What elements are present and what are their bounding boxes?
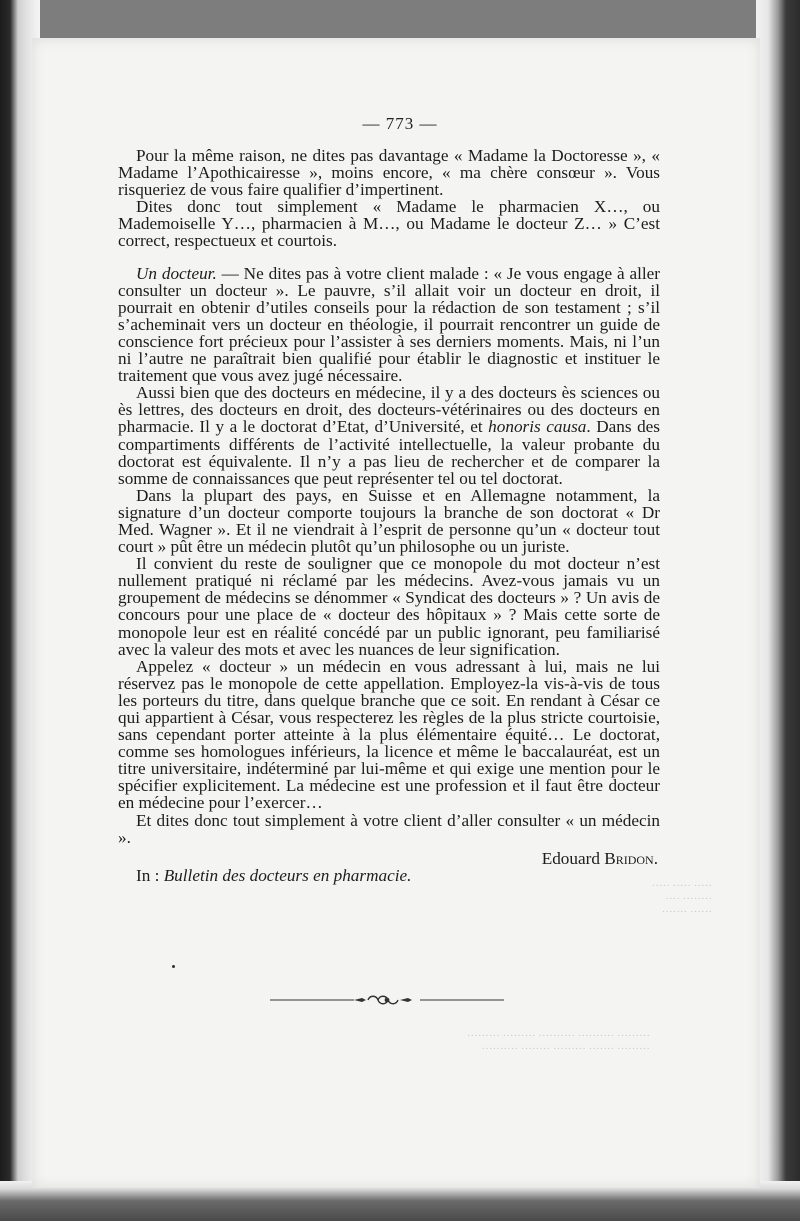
section-title: Un docteur.: [136, 263, 217, 283]
scan-edge-right: [756, 0, 800, 1221]
paragraph-appelez: Appelez « docteur » un médecin en vous adressant à lui, mais ne lui réservez pas le monopole de cette appellation. Employez-la vis-à-vis de tous les porteurs du titre, dans quelque branche que ce soit. En rendant à César ce qui appartient à César, vous respecterez les règles de la plus stricte courtoisie, sans cependant porter atteinte à la plus élémentaire équité… Le doctorat, comme ses homologues inférieurs, la licence et même le baccalauréat, est un titre universitaire, indéterminé par lui-même et qui exige une mention pour le spécifier explicitement. La médecine est une profession et il faut être docteur en médecine pour l’exercer…: [118, 656, 660, 813]
author-last-name: Bridon.: [604, 848, 658, 868]
paragraph-aussi-bien-tail: . Dans des compartiments différents de l’activité intellectuelle, la valeur probante du doctorat est équivalente. Il n’y a pas lieu de rechercher et de comparer la somme de connaissances que peut représenter tel ou tel doctorat.: [118, 417, 660, 488]
author-signature: [118, 850, 660, 867]
paragraph-doctoresse: Pour la même raison, ne dites pas davantage « Madame la Doctoresse », « Madame l’Apothicairesse », moins encore, « ma chère consœur ». Vous risqueriez de vous faire qualifier d’impertinent.: [118, 146, 660, 200]
source-prefix: In :: [136, 865, 164, 885]
paragraph-aussi-bien-head: Aussi bien que des docteurs en médecine, il y a des docteurs ès sciences ou ès lettres, des docteurs en droit, des docteurs-vétérinaires ou des docteurs en pharmacie. Il y a le doctorat d’Etat, d’Université, et: [118, 383, 660, 437]
paragraph-conclusion: Et dites donc tout simplement à votre client d’aller consulter « un médecin ».: [118, 810, 660, 847]
paragraph-suisse: Dans la plupart des pays, en Suisse et en Allemagne notamment, la signature d’un docteur comporte toujours la branche de son doctorat « Dr Med. Wagner ». Et il ne viendrait à l’esprit de personne qu’un « docteur tout court » pût être un médecin plutôt qu’un philosophe ou un juriste.: [118, 485, 660, 557]
bleed-through-text: ····· ····· ····· ········ ···· ······ ·······: [651, 880, 712, 918]
paragraph-aussi-bien: [118, 384, 660, 487]
paragraph-monopole: Il convient du reste de souligner que ce monopole du mot docteur n’est nullement pratiqué ni réclamé par les médecins. Avez-vous jamais vu un groupement de médecins se dénommer « Syndicat des docteurs » ? Un avis de concours pour une place de « docteur des hôpitaux » ? Mais cette sorte de monopole leur est en réalité concédé par un public ignorant, peu familiarisé avec la valeur des mots et avec les nuances de leur signification.: [118, 554, 660, 659]
paragraph-un-docteur: [118, 265, 660, 385]
paragraph-dites-donc: Dites donc tout simplement « Madame le pharmacien X…, ou Mademoiselle Y…, pharmacien à M…, ou Madame le docteur Z… » C’est correct, respectueux et courtois.: [118, 197, 660, 251]
honoris-causa: honoris causa: [488, 417, 587, 437]
source-title: Bulletin des docteurs en pharmacie.: [163, 865, 412, 885]
source-citation: [118, 867, 660, 884]
ornament-divider-icon: [270, 993, 504, 1007]
page-number: — 773 —: [362, 114, 438, 133]
author-first-name: Edouard: [541, 848, 605, 868]
section-body: — Ne dites pas à votre client malade : « Je vous engage à aller consulter un docteur ». Le pauvre, s’il allait voir un docteur en droit, il pourrait en obtenir d’utiles conseils pour la rédaction de son testament ; s’il s’acheminait vers un docteur en théologie, il pourrait rencontrer un guide de conscience fort précieux pour l’assister à ses derniers moments. Mais, ni l’un ni l’autre ne paraîtrait bien qualifié pour établir le diagnostic et instituer le traitement que vous avez jugé nécessaire.: [118, 263, 660, 386]
article-body: [118, 147, 660, 884]
ink-speck: [172, 965, 175, 968]
bleed-through-text-lower: ········· ·········· ·········· ········· ········· ········· ······· ········· ········ ··········: [466, 1030, 650, 1055]
